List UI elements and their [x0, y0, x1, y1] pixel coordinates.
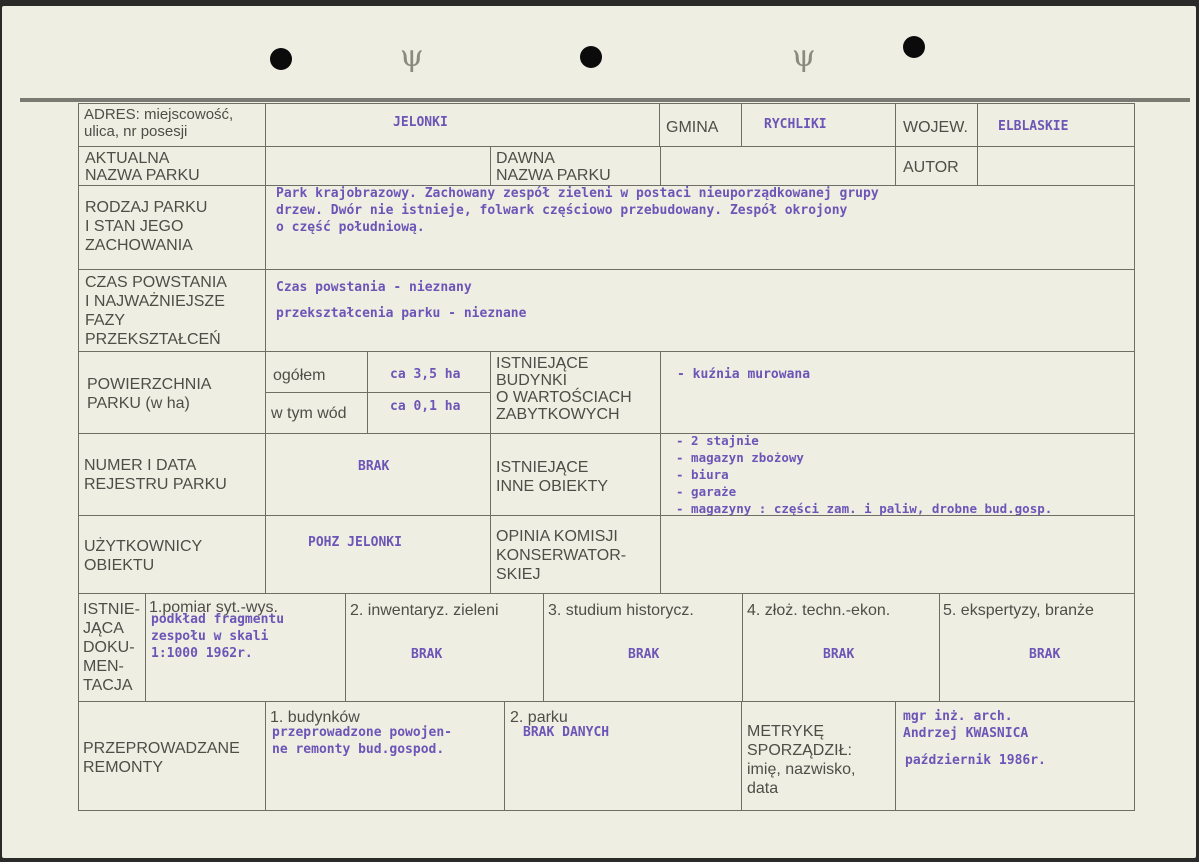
cell-doc3 [543, 593, 743, 702]
cell-area-water-value [367, 392, 491, 434]
doc1-value: podkład fragmentu zespołu w skali 1:1000 1962r. [151, 612, 285, 661]
current-name-label: AKTUALNA NAZWA PARKU [85, 150, 200, 184]
doc3-label: 3. studium historycz. [548, 602, 694, 619]
cell-area-total-value [367, 351, 491, 393]
cell-doc5 [939, 593, 1135, 702]
doc5-label: 5. ekspertyzy, branże [943, 602, 1094, 619]
cell-metric-value [895, 701, 1135, 811]
repairs2-label: 2. parku [510, 709, 568, 726]
cell-users-label [78, 515, 266, 594]
cell-address-value [265, 103, 660, 147]
time-value-2: przekształcenia parku - nieznane [276, 306, 527, 321]
cell-area-water-label [265, 392, 368, 434]
area-label: POWIERZCHNIA PARKU (w ha) [87, 376, 212, 412]
cell-author-label [895, 146, 978, 186]
cell-time-value [265, 269, 1135, 352]
metric-value-date: październik 1986r. [905, 753, 1046, 768]
cell-metric-label [741, 701, 896, 811]
cell-opinion-value [660, 515, 1135, 594]
users-label: UŻYTKOWNICY OBIEKTU [84, 538, 203, 574]
cell-former-name-label [490, 146, 661, 186]
cell-repairs2 [504, 701, 742, 811]
park-type-value: Park krajobrazowy. Zachowany zespół zieleni w postaci nieuporządkowanej grupy drzew. Dwór nie istnieje, folwark częściowo przebudowany. Zespół okrojony o część południową. [276, 186, 879, 235]
buildings-label: ISTNIEJĄCE BUDYNKI O WARTOŚCIACH ZABYTKOWYCH [496, 355, 632, 423]
repairs2-value: BRAK DANYCH [523, 725, 610, 740]
cell-buildings-value [660, 351, 1135, 434]
cell-repairs-label [78, 701, 266, 811]
cell-wojew-label [895, 103, 978, 147]
docs-label: ISTNIE- JĄCA DOKU- MEN- TACJA [83, 601, 140, 694]
cell-time-label [78, 269, 266, 352]
cell-opinion-label [490, 515, 661, 594]
register-value: BRAK [358, 459, 390, 474]
metric-label: METRYKĘ SPORZĄDZIŁ: imię, nazwisko, data [747, 723, 856, 797]
doc2-value: BRAK [411, 647, 443, 662]
time-value-1: Czas powstania - nieznany [276, 280, 472, 295]
cell-users-value [265, 515, 491, 594]
author-label: AUTOR [903, 159, 959, 176]
cell-area-label [78, 351, 266, 434]
cell-type-value [265, 185, 1135, 270]
cell-type-label [78, 185, 266, 270]
cell-author-value [977, 146, 1135, 186]
cell-docs-label [78, 593, 146, 702]
center-mark-icon: ψ [792, 39, 816, 74]
cell-current-name-label [78, 146, 266, 186]
metric-value-author: mgr inż. arch. Andrzej KWASNICA [903, 709, 1029, 741]
doc2-label: 2. inwentaryz. zieleni [350, 602, 499, 619]
gmina-label: GMINA [666, 119, 719, 136]
doc3-value: BRAK [628, 647, 660, 662]
address-value: JELONKI [393, 115, 448, 130]
repairs1-value: przeprowadzone powojen- ne remonty bud.gospod. [272, 725, 453, 757]
area-total-value: ca 3,5 ha [390, 367, 461, 382]
cell-doc1 [145, 593, 346, 702]
doc4-label: 4. złoż. techn.-ekon. [747, 602, 891, 619]
cell-area-total-label [265, 351, 368, 393]
cell-address-label [78, 103, 266, 147]
gmina-value: RYCHLIKI [764, 117, 827, 132]
cell-register-value [265, 433, 491, 516]
wojew-label: WOJEW. [903, 119, 968, 136]
doc1-label: 1.pomiar syt.-wys. [149, 599, 278, 616]
area-total-label: ogółem [273, 367, 326, 384]
users-value: POHZ JELONKI [308, 535, 402, 550]
cell-gmina-value [741, 103, 896, 147]
former-name-label: DAWNA NAZWA PARKU [496, 150, 611, 184]
cell-gmina-label [659, 103, 742, 147]
cell-former-name-value [660, 146, 896, 186]
cell-other-objects-label [490, 433, 661, 516]
address-label: ADRES: miejscowość, ulica, nr posesji [84, 106, 234, 140]
cell-doc2 [345, 593, 544, 702]
wojew-value: ELBLASKIE [998, 119, 1069, 134]
cell-buildings-label [490, 351, 661, 434]
area-water-label: w tym wód [271, 405, 347, 422]
doc4-value: BRAK [823, 647, 855, 662]
repairs1-label: 1. budynków [270, 709, 360, 726]
register-label: NUMER I DATA REJESTRU PARKU [84, 457, 227, 493]
park-type-label: RODZAJ PARKU I STAN JEGO ZACHOWANIA [85, 199, 208, 254]
area-water-value: ca 0,1 ha [390, 399, 461, 414]
cell-wojew-value [977, 103, 1135, 147]
opinion-label: OPINIA KOMISJI KONSERWATOR- SKIEJ [496, 528, 627, 583]
cell-register-label [78, 433, 266, 516]
repairs-label: PRZEPROWADZANE REMONTY [83, 740, 240, 776]
cell-current-name-value [265, 146, 491, 186]
other-objects-value: - 2 stajnie - magazyn zbożowy - biura - garaże - magazyny : części zam. i paliw, drobne bud.gosp. [676, 433, 1053, 516]
time-label: CZAS POWSTANIA I NAJWAŻNIEJSZE FAZY PRZEKSZTAŁCEŃ [85, 274, 227, 348]
other-objects-label: ISTNIEJĄCE INNE OBIEKTY [496, 459, 609, 495]
doc5-value: BRAK [1029, 647, 1061, 662]
center-mark-icon: ψ [400, 39, 424, 74]
buildings-value: - kuźnia murowana [677, 367, 811, 382]
cell-doc4 [742, 593, 940, 702]
